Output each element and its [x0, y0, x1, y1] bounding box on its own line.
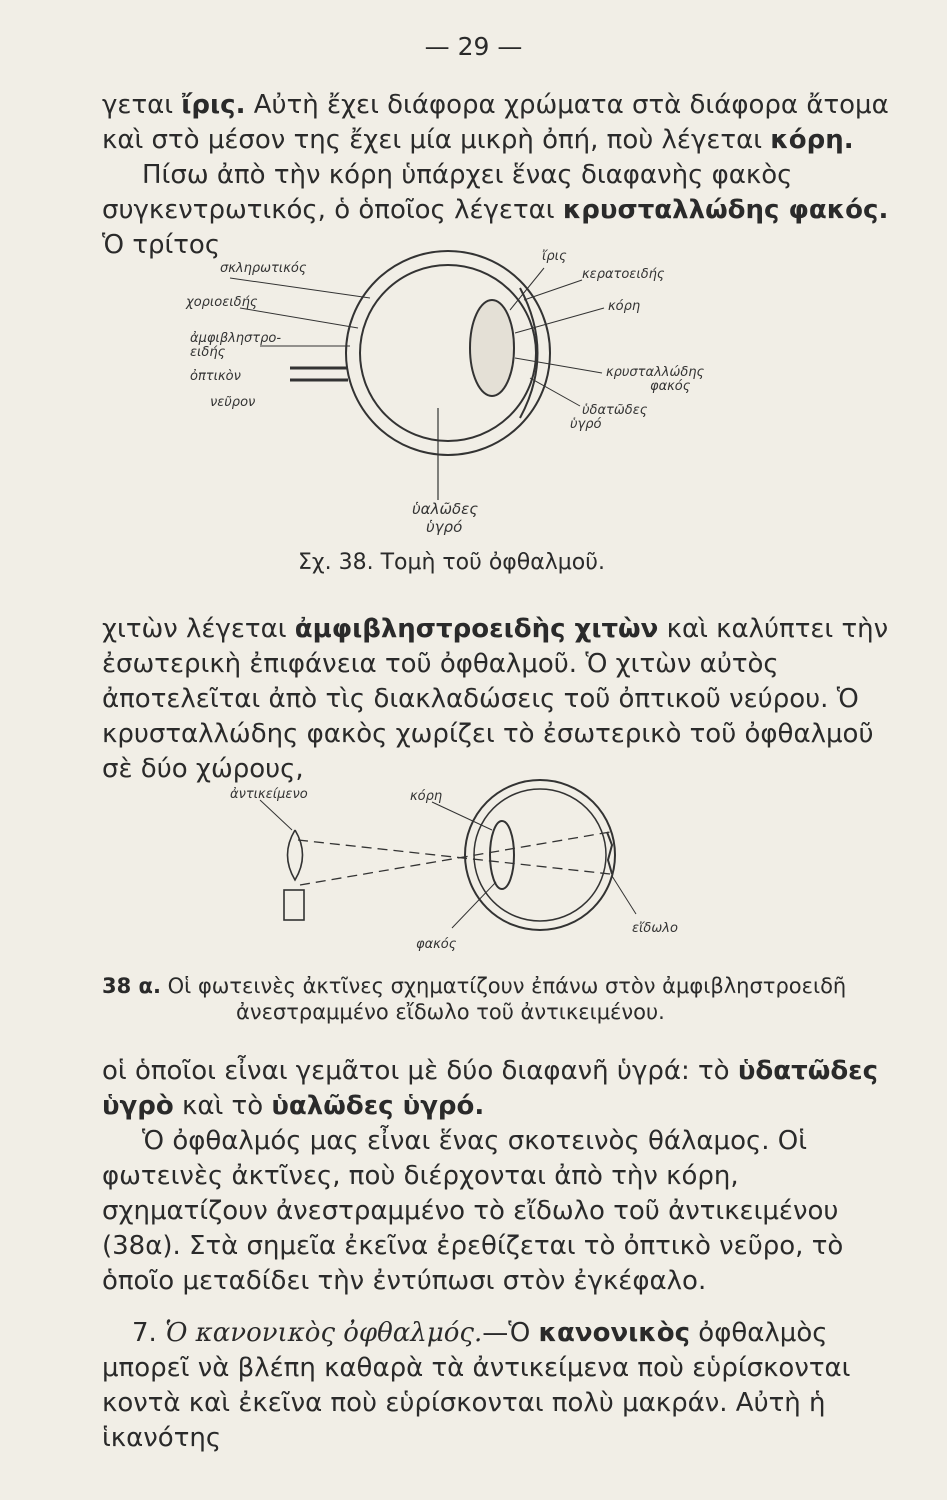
term-pupil: κόρη.: [770, 125, 854, 155]
label-object: ἀντικείμενο: [230, 787, 308, 802]
eye-outer-wall: [346, 251, 550, 455]
label-vitreous-1: ὑαλῶδες: [412, 500, 479, 518]
eye-section-diagram: [170, 238, 810, 538]
paragraph-lens: Πίσω ἀπὸ τὴν κόρη ὑπάρχει ἕνας διαφανὴς φακὸς συγκεντρωτικός, ὁ ὁποῖος λέγεται κρυσταλλώδης φακός. Ὁ τρίτος: [102, 160, 889, 260]
object-candle: [288, 830, 303, 880]
term-normal: κανονικὸς: [538, 1318, 691, 1348]
eye-lens: [490, 821, 514, 889]
label-retina-2: ειδής: [190, 345, 226, 360]
label-lens-fig2: φακός: [416, 937, 457, 952]
term-iris: ἴρις.: [181, 90, 246, 120]
paragraph-dark-chamber: Ὁ ὀφθαλμός μας εἶναι ἕνας σκοτεινὸς θάλαμος. Οἱ φωτεινὲς ἀκτῖνες, ποὺ διέρχονται ἀπὸ τὴν κόρη, σχηματίζουν ἀνεστραμμένο τὸ εἴδωλο τοῦ ἀντικειμένου (38α). Στὰ σημεῖα ἐκεῖνα ἐρεθίζεται τὸ ὀπτικὸ νεῦρο, τὸ ὁποῖο μεταδίδει τὴν ἐντύπωσι στὸν ἐγκέφαλο.: [102, 1126, 844, 1296]
label-vitreous-2: ὑγρό: [426, 518, 463, 536]
label-pupil-2: κόρη: [410, 789, 443, 804]
label-pupil: κόρη: [608, 299, 641, 314]
label-image: εἴδωλο: [632, 921, 678, 936]
term-lens: κρυσταλλώδης φακός.: [562, 195, 889, 225]
image-formation-diagram: [220, 770, 760, 960]
paragraph-fluids: οἱ ὁποῖοι εἶναι γεμᾶτοι μὲ δύο διαφανῆ ὑγρά: τὸ ὑδατῶδες ὑγρὸ καὶ τὸ ὑαλῶδες ὑγρό.: [102, 1056, 879, 1121]
label-lens-1: κρυσταλλώδης: [606, 365, 705, 380]
label-aqueous-1: ὑδατῶδες: [582, 403, 648, 418]
optic-nerve-shape: [290, 368, 348, 380]
label-lens-2: φακός: [650, 379, 691, 394]
paragraph-iris: γεται ἴρις. Αὐτὴ ἔχει διάφορα χρώματα στὰ διάφορα ἄτομα καὶ στὸ μέσον της ἔχει μία μικρὴ ὀπή, ποὺ λέγεται κόρη.: [102, 90, 889, 155]
label-cornea: κερατοειδής: [582, 267, 665, 282]
figure1-caption: Σχ. 38. Τομὴ τοῦ ὀφθαλμοῦ.: [298, 550, 605, 575]
label-sclera: σκληρωτικός: [220, 261, 307, 276]
label-choroid: χοριοειδής: [186, 295, 258, 310]
term-aqueous: ὑδατῶδες ὑγρὸ: [102, 1056, 879, 1121]
term-vitreous: ὑαλῶδες ὑγρό.: [271, 1091, 485, 1121]
label-iris: ἴρις: [542, 249, 567, 264]
figure2-caption: 38 α. Οἱ φωτεινὲς ἀκτῖνες σχηματίζουν ἐπάνω στὸν ἀμφιβληστροειδῆ: [102, 974, 847, 998]
figure2-number: 38 α.: [102, 974, 161, 998]
eye-globe: [465, 780, 615, 930]
inverted-image: [607, 832, 612, 874]
label-optic-1: ὀπτικὸν: [190, 369, 241, 384]
label-optic-2: νεῦρον: [210, 395, 256, 410]
label-retina-1: ἀμφιβληστρο-: [190, 331, 282, 346]
paragraph-normal-eye: 7. Ὁ κανονικὸς ὀφθαλμός.—Ὁ κανονικὸς ὀφθαλμὸς μπορεῖ νὰ βλέπη καθαρὰ τὰ ἀντικείμενα ποὺ εὑρίσκονται κοντὰ καὶ ἐκεῖνα ποὺ εὑρίσκονται πολὺ μακράν. Αὐτὴ ἡ ἱκανότης: [102, 1318, 851, 1453]
section-heading: Ὁ κανονικὸς ὀφθαλμός.: [165, 1318, 483, 1348]
page-number: — 29 —: [424, 32, 523, 61]
paragraph-retina: χιτὼν λέγεται ἀμφιβληστροειδὴς χιτὼν καὶ καλύπτει τὴν ἐσωτερικὴ ἐπιφάνεια τοῦ ὀφθαλμοῦ. Ὁ χιτὼν αὐτὸς ἀποτελεῖται ἀπὸ τὶς διακλαδώσεις τοῦ ὀπτικοῦ νεύρου. Ὁ κρυσταλλώδης φακὸς χωρίζει τὸ ἐσωτερικὸ τοῦ ὀφθαλμοῦ σὲ δύο χώρους,: [102, 614, 889, 784]
term-retina: ἀμφιβληστροειδὴς χιτὼν: [294, 614, 659, 644]
label-aqueous-2: ὑγρό: [570, 417, 602, 432]
lens-shape: [470, 300, 514, 396]
figure2-caption-line2: ἀνεστραμμένο εἴδωλο τοῦ ἀντικειμένου.: [236, 1000, 665, 1024]
object-base: [284, 890, 304, 920]
